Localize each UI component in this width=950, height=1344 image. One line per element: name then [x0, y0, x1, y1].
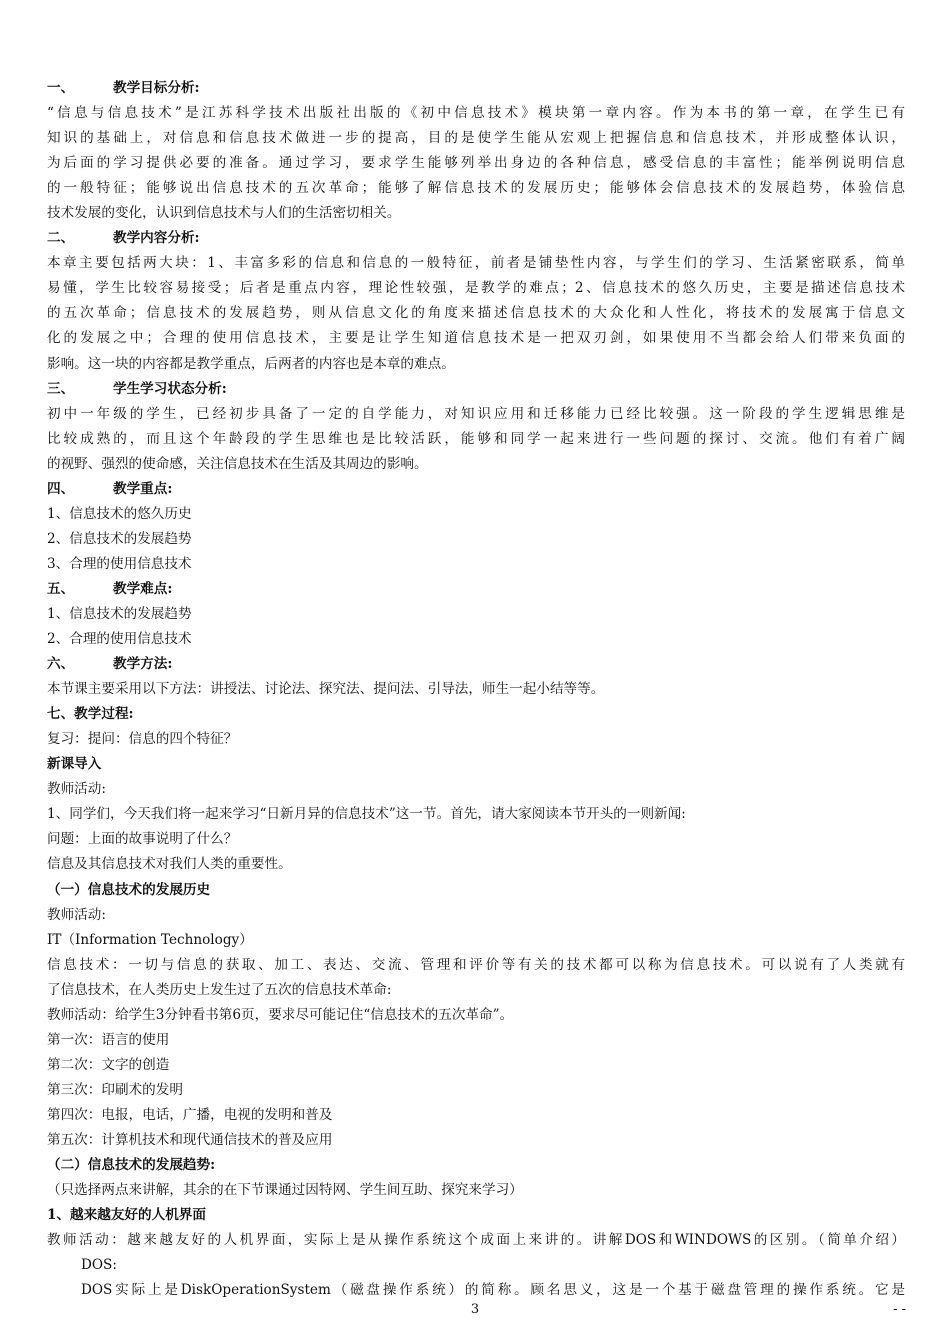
paragraph-line: 教师活动：给学生3分钟看书第6页，要求尽可能记住“信息技术的五次革命”。: [47, 1006, 514, 1023]
paragraph-line: 本章主要包括两大块：1、丰富多彩的信息和信息的一般特征，前者是铺垫性内容，与学生们的学习、生活紧密联系，简单: [47, 255, 905, 272]
paragraph-line: 的五次革命；信息技术的发展趋势，则从信息文化的角度来描述信息技术的大众化和人性化，将技术的发展寓于信息文: [47, 305, 905, 322]
paragraph-line: 为后面的学习提供必要的准备。通过学习，要求学生能够列举出身边的各种信息，感受信息的丰富性；能举例说明信息: [47, 155, 905, 172]
list-item: 第三次：印刷术的发明: [47, 1081, 183, 1098]
list-item: 3、合理的使用信息技术: [47, 555, 192, 572]
subheading-new-lesson: 新课导入: [47, 756, 102, 773]
paragraph-line: 比较成熟的，而且这个年龄段的学生思维也是比较活跃，能够和同学一起来进行一些问题的探讨、交流。他们有着广阔: [47, 430, 905, 447]
paragraph-line: 问题：上面的故事说明了什么？: [47, 831, 238, 848]
paragraph-line: DOS:: [81, 1257, 117, 1274]
section-heading-3: 三、 学生学习状态分析:: [47, 380, 227, 397]
paragraph-line: DOS实际上是DiskOperationSystem（磁盘操作系统）的简称。顾名思义，这是一个基于磁盘管理的操作系统。它是: [81, 1282, 905, 1299]
section-heading-6: 六、 教学方法:: [47, 656, 173, 673]
list-item: 1、信息技术的发展趋势: [47, 605, 192, 622]
paragraph-line: 复习：提问：信息的四个特征？: [47, 731, 238, 748]
paragraph-line: 教师活动:: [47, 781, 106, 798]
paragraph-line: （只选择两点来讲解，其余的在下节课通过因特网、学生间互助、探究来学习）: [47, 1182, 523, 1199]
paragraph-line: 影响。这一块的内容都是教学重点，后两者的内容也是本章的难点。: [47, 355, 455, 372]
paragraph-line: 的一般特征；能够说出信息技术的五次革命；能够了解信息技术的发展历史；能够体会信息技术的发展趋势，体验信息: [47, 180, 905, 197]
paragraph-line: 化的发展之中；合理的使用信息技术，主要是让学生知道信息技术是一把双刃剑，如果使用不当都会给人们带来负面的: [47, 330, 905, 347]
paragraph-line: 的视野、强烈的使命感，关注信息技术在生活及其周边的影响。: [47, 455, 428, 472]
paragraph-line: 教师活动:: [47, 906, 106, 923]
list-item: 第四次：电报，电话，广播，电视的发明和普及: [47, 1106, 333, 1123]
section-heading-7: 七、教学过程:: [47, 706, 134, 723]
paragraph-line: 技术发展的变化，认识到信息技术与人们的生活密切相关。: [47, 205, 401, 222]
subheading-interface: 1、越来越友好的人机界面: [47, 1207, 206, 1224]
paragraph-line: 易懂，学生比较容易接受；后者是重点内容，理论性较强，是教学的难点；2、信息技术的悠久历史，主要是描述信息技术: [47, 280, 905, 297]
section-heading-2: 二、 教学内容分析:: [47, 230, 200, 247]
paragraph-line: 本节课主要采用以下方法：讲授法、讨论法、探究法、提问法、引导法，师生一起小结等等。: [47, 681, 605, 698]
list-item: 第五次：计算机技术和现代通信技术的普及应用: [47, 1131, 333, 1148]
paragraph-line: 信息技术：一切与信息的获取、加工、表达、交流、管理和评价等有关的技术都可以称为信息技术。可以说有了人类就有: [47, 956, 905, 973]
paragraph-line: “信息与信息技术”是江苏科学技术出版社出版的《初中信息技术》模块第一章内容。作为本书的第一章，在学生已有: [47, 105, 905, 122]
paragraph-line: IT（Information Technology）: [47, 931, 253, 948]
document-body: [47, 76, 905, 1303]
subheading-history: （一）信息技术的发展历史: [47, 881, 211, 898]
list-item: 2、合理的使用信息技术: [47, 631, 192, 648]
paragraph-line: 教师活动：越来越友好的人机界面，实际上是从操作系统这个成面上来讲的。讲解DOS和WINDOWS的区别。（简单介绍）: [47, 1232, 905, 1249]
paragraph-line: 信息及其信息技术对我们人类的重要性。: [47, 856, 292, 873]
page-number: 3: [470, 1302, 480, 1317]
subheading-trends: （二）信息技术的发展趋势:: [47, 1157, 216, 1174]
footer-mark: - -: [893, 1302, 906, 1317]
paragraph-line: 1、同学们，今天我们将一起来学习“日新月异的信息技术”这一节。首先，请大家阅读本节开头的一则新闻:: [47, 806, 686, 823]
section-heading-4: 四、 教学重点:: [47, 480, 173, 497]
list-item: 第一次：语言的使用: [47, 1031, 170, 1048]
section-heading-5: 五、 教学难点:: [47, 580, 173, 597]
list-item: 2、信息技术的发展趋势: [47, 530, 192, 547]
paragraph-line: 了信息技术，在人类历史上发生过了五次的信息技术革命:: [47, 981, 392, 998]
paragraph-line: 知识的基础上，对信息和信息技术做进一步的提高，目的是使学生能从宏观上把握信息和信息技术，并形成整体认识，: [47, 130, 905, 147]
list-item: 第二次：文字的创造: [47, 1056, 170, 1073]
list-item: 1、信息技术的悠久历史: [47, 505, 192, 522]
paragraph-line: 初中一年级的学生，已经初步具备了一定的自学能力，对知识应用和迁移能力已经比较强。这一阶段的学生逻辑思维是: [47, 405, 905, 422]
section-heading-1: 一、 教学目标分析:: [47, 80, 200, 96]
